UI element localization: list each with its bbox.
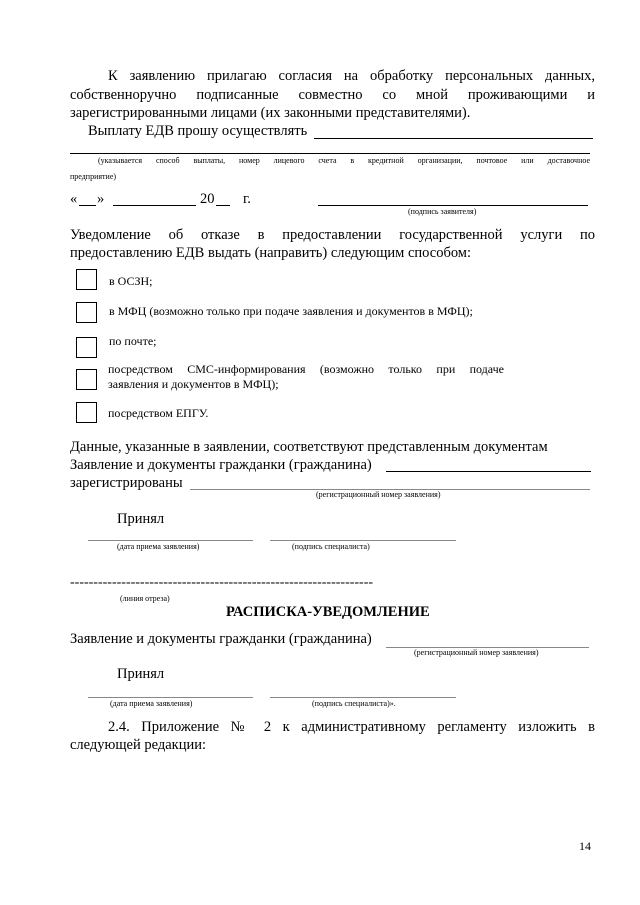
confirm-line3: зарегистрированы (70, 475, 183, 491)
option-sms-label-line1: посредством СМС-информирования (возможно только при подаче (108, 362, 504, 376)
payment-details-field[interactable] (70, 153, 590, 154)
amendment-line2: следующей редакции: (70, 737, 207, 753)
applicant-signature-hint: (подпись заявителя) (408, 207, 477, 216)
accept-date-field[interactable] (88, 540, 253, 541)
payment-hint-line2: предприятие) (70, 172, 117, 181)
date-day-field[interactable] (79, 205, 96, 206)
option-mfc-label: в МФЦ (возможно только при подаче заявления и документов в МФЦ); (109, 304, 473, 318)
date-month-field[interactable] (113, 205, 196, 206)
page-number: 14 (579, 839, 591, 853)
consent-paragraph-line3: зарегистрированными лицами (их законными представителями). (70, 105, 471, 121)
accepted-label: Принял (117, 511, 165, 527)
receipt-date-field[interactable] (88, 697, 253, 698)
receipt-registration-hint: (регистрационный номер заявления) (414, 648, 539, 657)
receipt-accepted-label: Принял (117, 666, 165, 682)
payment-hint-line1: (указывается способ выплаты, номер лицевого счета в кредитной организации, почтовое или доставочное (98, 156, 590, 165)
cut-line: ----------------------------------------------------------------- (70, 575, 374, 590)
option-mail-label: по почте; (109, 334, 157, 348)
option-sms-label-line2: заявления и документов в МФЦ); (108, 377, 279, 391)
option-epgu-label: посредством ЕПГУ. (108, 406, 209, 420)
date-quote-open: « (70, 191, 78, 207)
payment-method-label: Выплату ЕДВ прошу осуществлять (88, 123, 308, 139)
confirm-line2: Заявление и документы гражданки (гражданина) (70, 457, 372, 473)
specialist-signature-field[interactable] (270, 540, 456, 541)
option-mfc-checkbox[interactable] (76, 302, 97, 323)
cut-line-hint: (линия отреза) (120, 594, 170, 603)
receipt-signature-hint: (подпись специалиста)». (312, 699, 396, 708)
option-sms-checkbox[interactable] (76, 369, 97, 390)
option-oszn-checkbox[interactable] (76, 269, 97, 290)
specialist-signature-hint: (подпись специалиста) (292, 542, 370, 551)
consent-paragraph-line2: собственноручно подписанные совместно со мной проживающими и (70, 87, 595, 103)
option-oszn-label: в ОСЗН; (109, 274, 153, 288)
consent-paragraph-line1: К заявлению прилагаю согласия на обработку персональных данных, (108, 68, 595, 84)
date-year-field[interactable] (216, 205, 230, 206)
receipt-date-hint: (дата приема заявления) (110, 699, 193, 708)
option-mail-checkbox[interactable] (76, 337, 97, 358)
date-quote-close: » (97, 191, 105, 207)
receipt-signature-field[interactable] (270, 697, 456, 698)
accept-date-hint: (дата приема заявления) (117, 542, 200, 551)
registration-number-hint: (регистрационный номер заявления) (316, 490, 441, 499)
payment-method-field[interactable] (314, 138, 593, 139)
date-year-prefix: 20 (200, 191, 215, 207)
amendment-line1: 2.4. Приложение № 2 к административному регламенту изложить в (108, 719, 595, 735)
confirm-line1: Данные, указанные в заявлении, соответствуют представленным документам (70, 439, 548, 455)
applicant-signature-field[interactable] (318, 205, 588, 206)
receipt-line: Заявление и документы гражданки (гражданина) (70, 631, 372, 647)
notice-line1: Уведомление об отказе в предоставлении государственной услуги по (70, 227, 595, 243)
option-epgu-checkbox[interactable] (76, 402, 97, 423)
date-year-suffix: г. (243, 191, 251, 207)
notice-line2: предоставлению ЕДВ выдать (направить) следующим способом: (70, 245, 472, 261)
receipt-title: РАСПИСКА-УВЕДОМЛЕНИЕ (226, 604, 430, 620)
citizen-name-field[interactable] (386, 471, 591, 472)
